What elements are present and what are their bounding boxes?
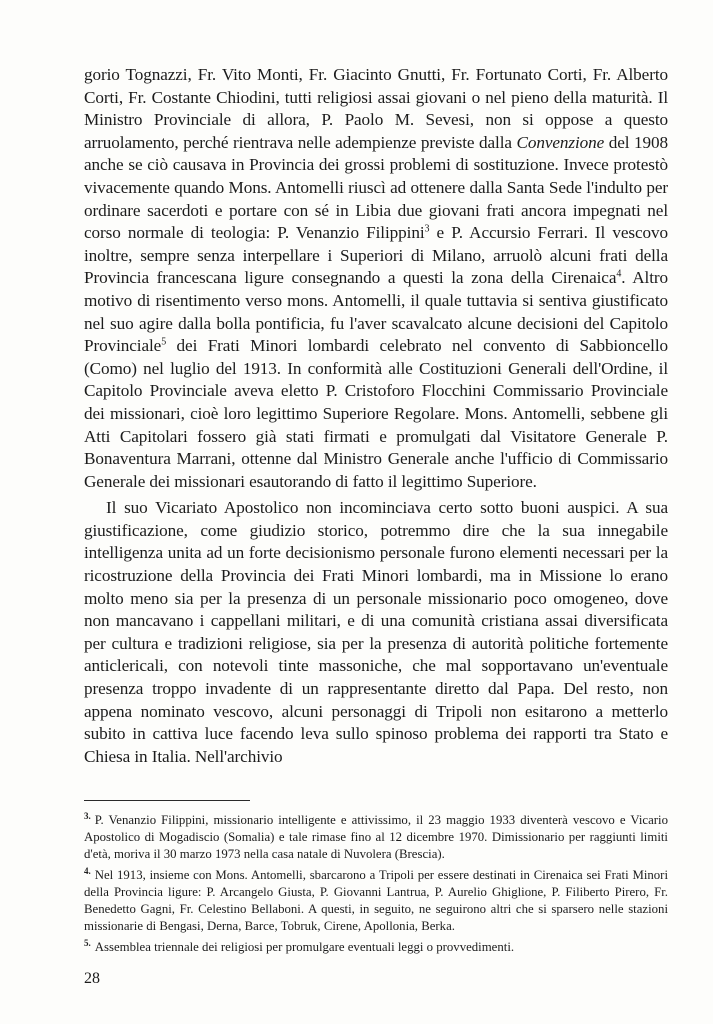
footnote-5 [84,939,668,956]
footnote-text: P. Venanzio Filippini, missionario intelligente e attivissimo, il 23 maggio 1933 diventerà vescovo e Vicario Apostolico di Mogadiscio (Somalia) e tale rimase fino al 12 dicembre 1970. Dimissionario per raggiunti limiti d'età, moriva il 30 marzo 1973 nella casa natale di Nuvolera (Brescia). [84,813,668,861]
paragraph-1 [84,64,668,493]
text-run: e P. Accursio Ferrari. Il vescovo inoltre, sempre senza interpellare i Superiori di Milano, arruolò alcuni frati della Provincia francescana ligure consegnando a questi la zona della Cirenaica [84,223,668,288]
text-run: dei Frati Minori lombardi celebrato nel convento di Sabbioncello (Como) nel luglio del 1913. In conformità alle Costituzioni Generali dell'Ordine, il Capitolo Provinciale aveva eletto P. Cristoforo Flocchini Commissario Provinciale dei missionari, cioè loro legittimo Superiore Regolare. Mons. Antomelli, sebbene gli Atti Capitolari fossero già stati firmati e promulgati dal Visitatore Generale P. Bonaventura Marrani, ottenne dal Ministro Generale anche l'ufficio di Commissario Generale dei missionari esautorando di fatto il legittimo Superiore. [84,336,668,491]
footnote-4 [84,867,668,935]
italic-term: Convenzione [516,132,605,152]
page-number: 28 [84,970,100,987]
main-text [84,64,668,768]
text-run: del 1908 anche se ciò causava in Provincia dei grossi problemi di sostituzione. Invece protestò vivacemente quando Mons. Antomelli riuscì ad ottenere dalla Santa Sede l'indulto per ordinare sacerdoti e portare con sé in Libia due giovani frati ancora impegnati nel corso normale di teologia: P. Venanzio Filippini [84,132,668,243]
footnote-number: 5. [84,937,91,948]
footnote-3 [84,812,668,863]
footnote-text: Assemblea triennale dei religiosi per promulgare eventuali leggi o provvedimenti. [94,940,515,954]
text-run: . Altro motivo di risentimento verso mons. Antomelli, il quale tuttavia si sentiva giustificato nel suo agire dalla bolla pontificia, fu l'aver scavalcato alcune decisioni del Capitolo Provinciale [84,268,668,356]
footnote-divider [84,800,250,801]
paragraph-2 [84,497,668,768]
footnote-ref-5[interactable]: 5 [161,336,167,348]
footnote-ref-4[interactable]: 4 [616,268,622,280]
text-run: Il suo Vicariato Apostolico non incominciava certo sotto buoni auspici. A sua giustificazione, come giudizio storico, potremmo dire che la sua innegabile intelligenza unita ad un forte decisionismo personale furono elementi necessari per la ricostruzione della Provincia dei Frati Minori lombardi, ma in Missione lo erano molto meno sia per la presenza di un personale missionario poco omogeneo, dove non mancavano i cappellani militari, e di una comunità cristiana assai diversificata per cultura e tradizioni religiose, sia per la presenza di autorità politiche fortemente anticlericali, con notevoli tinte massoniche, che mal sopportavano un'eventuale presenza troppo invadente di un rappresentante diretto dal Papa. Del resto, non appena nominato vescovo, alcuni personaggi di Tripoli non esitarono a metterlo subito in cattiva luce facendo leva sullo spinoso problema dei rapporti tra Stato e Chiesa in Italia. Nell'archivio [84,498,668,766]
footnote-ref-3[interactable]: 3 [424,223,430,235]
footnote-number: 4. [84,865,91,876]
footnote-number: 3. [84,810,91,821]
footnote-text: Nel 1913, insieme con Mons. Antomelli, sbarcarono a Tripoli per essere destinati in Cirenaica sei Frati Minori della Provincia ligure: P. Arcangelo Giusta, P. Giovanni Lantrua, P. Aurelio Ghiglione, P. Filiberto Pirero, Fr. Benedetto Gagni, Fr. Celestino Bellaboni. A questi, in seguito, ne seguirono altri che si sparsero nelle stazioni missionarie di Bengasi, Derna, Barce, Tobruk, Cirene, Apollonia, Berka. [84,868,668,933]
text-run: gorio Tognazzi, Fr. Vito Monti, Fr. Giacinto Gnutti, Fr. Fortunato Corti, Fr. Alberto Corti, Fr. Costante Chiodini, tutti religiosi assai giovani o nel pieno della maturità. Il Ministro Provinciale di allora, P. Paolo M. Sevesi, non si oppose a questo arruolamento, perché rientrava nelle adempienze previste dalla [84,65,668,152]
footnotes [84,812,668,960]
